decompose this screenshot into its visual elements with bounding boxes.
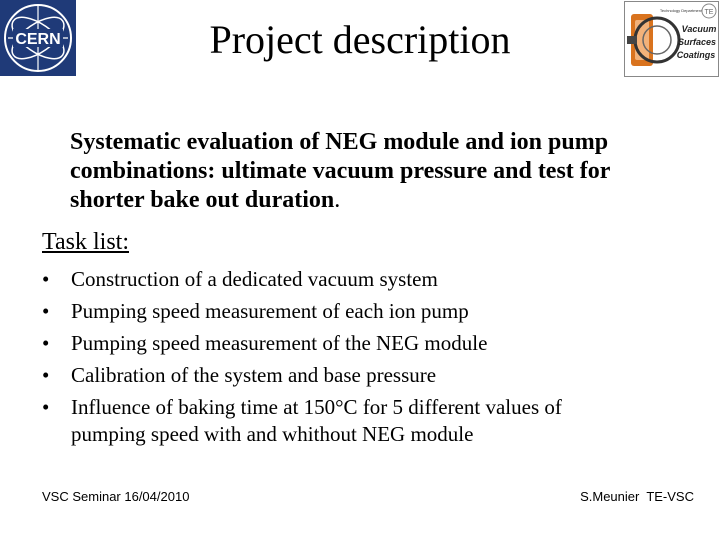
bullet: •	[42, 395, 50, 419]
task-list	[42, 263, 682, 447]
list-item	[42, 295, 682, 327]
logo-line-surfaces: Surfaces	[677, 37, 717, 47]
bullet: •	[42, 363, 50, 387]
bullet: •	[42, 267, 50, 291]
logo-badge: TE	[704, 9, 714, 16]
task-text: Construction of a dedicated vacuum system	[71, 267, 438, 291]
intro-paragraph	[70, 128, 660, 215]
bullet: •	[42, 331, 50, 355]
logo-line-vacuum: Vacuum	[681, 24, 717, 34]
list-item	[42, 327, 682, 359]
intro-text: Systematic evaluation of NEG module and ion pump combinations: ultimate vacuum pressure and test for shorter bake out duration	[70, 129, 610, 213]
list-item	[42, 263, 682, 295]
list-item	[42, 391, 682, 447]
intro-end-punct: .	[334, 187, 341, 213]
task-text: Calibration of the system and base pressure	[71, 363, 437, 387]
task-text: Influence of baking time at 150°C for 5 different values of	[71, 395, 562, 419]
task-text: Pumping speed measurement of each ion pump	[71, 299, 469, 323]
task-text-continued: pumping speed with and whithout NEG module	[71, 422, 474, 446]
footer-author: S.Meunier TE-VSC	[580, 489, 694, 504]
logo-line-coatings: Coatings	[676, 50, 716, 60]
logo-small-text: Technology Department	[659, 8, 703, 13]
task-text: Pumping speed measurement of the NEG module	[71, 331, 488, 355]
list-item	[42, 359, 682, 391]
task-list-label: Task list:	[42, 229, 129, 255]
footer-seminar-date: VSC Seminar 16/04/2010	[42, 489, 190, 504]
bullet: •	[42, 299, 50, 323]
cern-logo-text: CERN	[15, 31, 61, 48]
page-title: Project description	[209, 17, 511, 62]
